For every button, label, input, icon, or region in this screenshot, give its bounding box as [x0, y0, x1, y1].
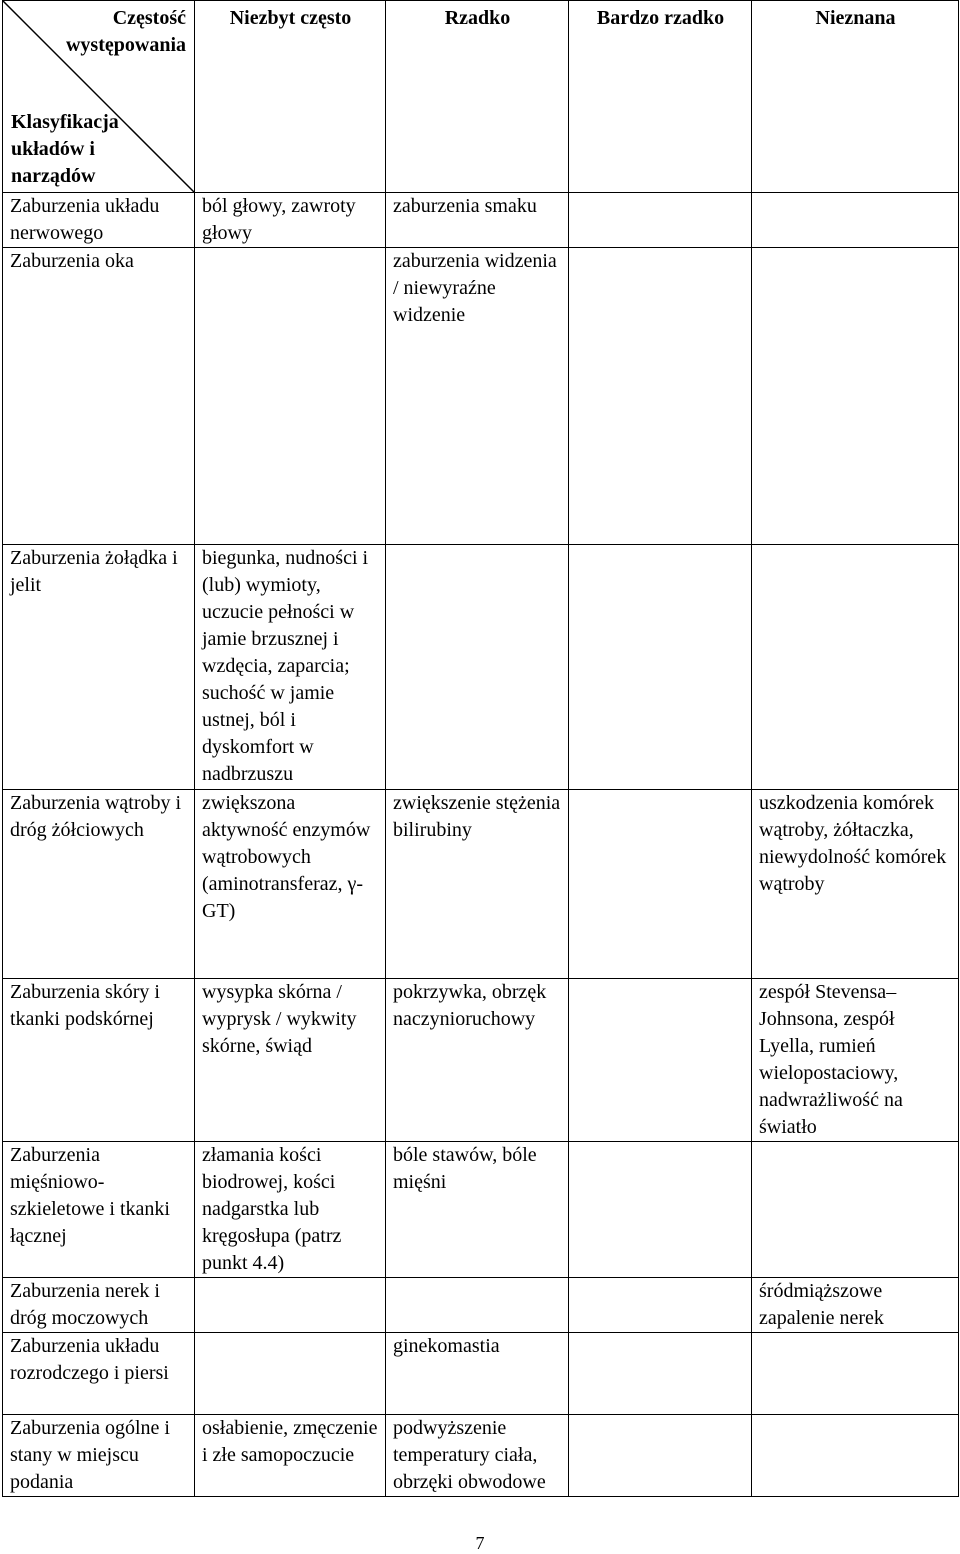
frequency-cell	[752, 1333, 959, 1415]
column-header: Niezbyt często	[195, 1, 386, 193]
frequency-cell: bóle stawów, bóle mięśni	[386, 1142, 569, 1278]
classification-label: Klasyfikacja układów i narządów	[11, 111, 119, 187]
table-row	[3, 545, 959, 790]
organ-cell: Zaburzenia oka	[3, 248, 195, 545]
frequency-cell	[569, 1415, 752, 1497]
table-row	[3, 790, 959, 979]
frequency-cell	[752, 545, 959, 790]
frequency-cell: wysypka skórna / wyprysk / wykwity skórne, świąd	[195, 979, 386, 1142]
organ-cell: Zaburzenia układu rozrodczego i piersi	[3, 1333, 195, 1415]
frequency-cell	[569, 1333, 752, 1415]
table-header-row	[3, 1, 959, 193]
organ-cell: Zaburzenia ogólne i stany w miejscu podania	[3, 1415, 195, 1497]
frequency-cell: zaburzenia widzenia / niewyraźne widzenie	[386, 248, 569, 545]
frequency-cell	[569, 248, 752, 545]
frequency-cell: osłabienie, zmęczenie i złe samopoczucie	[195, 1415, 386, 1497]
frequency-cell	[752, 248, 959, 545]
frequency-cell: biegunka, nudności i (lub) wymioty, uczucie pełności w jamie brzusznej i wzdęcia, zaparcia; suchość w jamie ustnej, ból i dyskomfort w nadbrzuszu	[195, 545, 386, 790]
frequency-label: Częstość występowania	[65, 7, 186, 56]
table-row	[3, 1142, 959, 1278]
organ-cell: Zaburzenia mięśniowo-szkieletowe i tkanki łącznej	[3, 1142, 195, 1278]
frequency-cell: pokrzywka, obrzęk naczynioruchowy	[386, 979, 569, 1142]
frequency-cell	[752, 1415, 959, 1497]
table-row	[3, 1278, 959, 1333]
table-row	[3, 1333, 959, 1415]
frequency-cell	[195, 1278, 386, 1333]
table-row	[3, 1415, 959, 1497]
corner-header-cell	[3, 1, 195, 193]
organ-cell: Zaburzenia nerek i dróg moczowych	[3, 1278, 195, 1333]
frequency-cell: zwiększenie stężenia bilirubiny	[386, 790, 569, 979]
frequency-cell: uszkodzenia komórek wątroby, żółtaczka, niewydolność komórek wątroby	[752, 790, 959, 979]
frequency-cell: ginekomastia	[386, 1333, 569, 1415]
table-row	[3, 248, 959, 545]
frequency-cell	[195, 1333, 386, 1415]
frequency-cell	[569, 1278, 752, 1333]
organ-cell: Zaburzenia skóry i tkanki podskórnej	[3, 979, 195, 1142]
organ-cell: Zaburzenia wątroby i dróg żółciowych	[3, 790, 195, 979]
frequency-cell	[569, 545, 752, 790]
frequency-cell	[386, 1278, 569, 1333]
frequency-cell: ból głowy, zawroty głowy	[195, 193, 386, 248]
table-row	[3, 193, 959, 248]
column-header: Bardzo rzadko	[569, 1, 752, 193]
table-row	[3, 979, 959, 1142]
organ-cell: Zaburzenia układu nerwowego	[3, 193, 195, 248]
column-header: Nieznana	[752, 1, 959, 193]
column-header: Rzadko	[386, 1, 569, 193]
frequency-cell: zaburzenia smaku	[386, 193, 569, 248]
frequency-cell	[752, 1142, 959, 1278]
frequency-cell	[386, 545, 569, 790]
page-number: 7	[475, 1533, 485, 1553]
frequency-cell: śródmiąższowe zapalenie nerek	[752, 1278, 959, 1333]
frequency-cell	[569, 193, 752, 248]
frequency-cell: złamania kości biodrowej, kości nadgarstka lub kręgosłupa (patrz punkt 4.4)	[195, 1142, 386, 1278]
frequency-cell	[752, 193, 959, 248]
organ-cell: Zaburzenia żołądka i jelit	[3, 545, 195, 790]
frequency-cell: podwyższenie temperatury ciała, obrzęki obwodowe	[386, 1415, 569, 1497]
adverse-reactions-table	[2, 0, 959, 1497]
frequency-cell	[569, 979, 752, 1142]
frequency-cell	[569, 1142, 752, 1278]
frequency-cell: zespół Stevensa– Johnsona, zespół Lyella, rumień wielopostaciowy, nadwrażliwość na światło	[752, 979, 959, 1142]
frequency-cell: zwiększona aktywność enzymów wątrobowych (aminotransferaz, γ-GT)	[195, 790, 386, 979]
frequency-cell	[195, 248, 386, 545]
frequency-cell	[569, 790, 752, 979]
